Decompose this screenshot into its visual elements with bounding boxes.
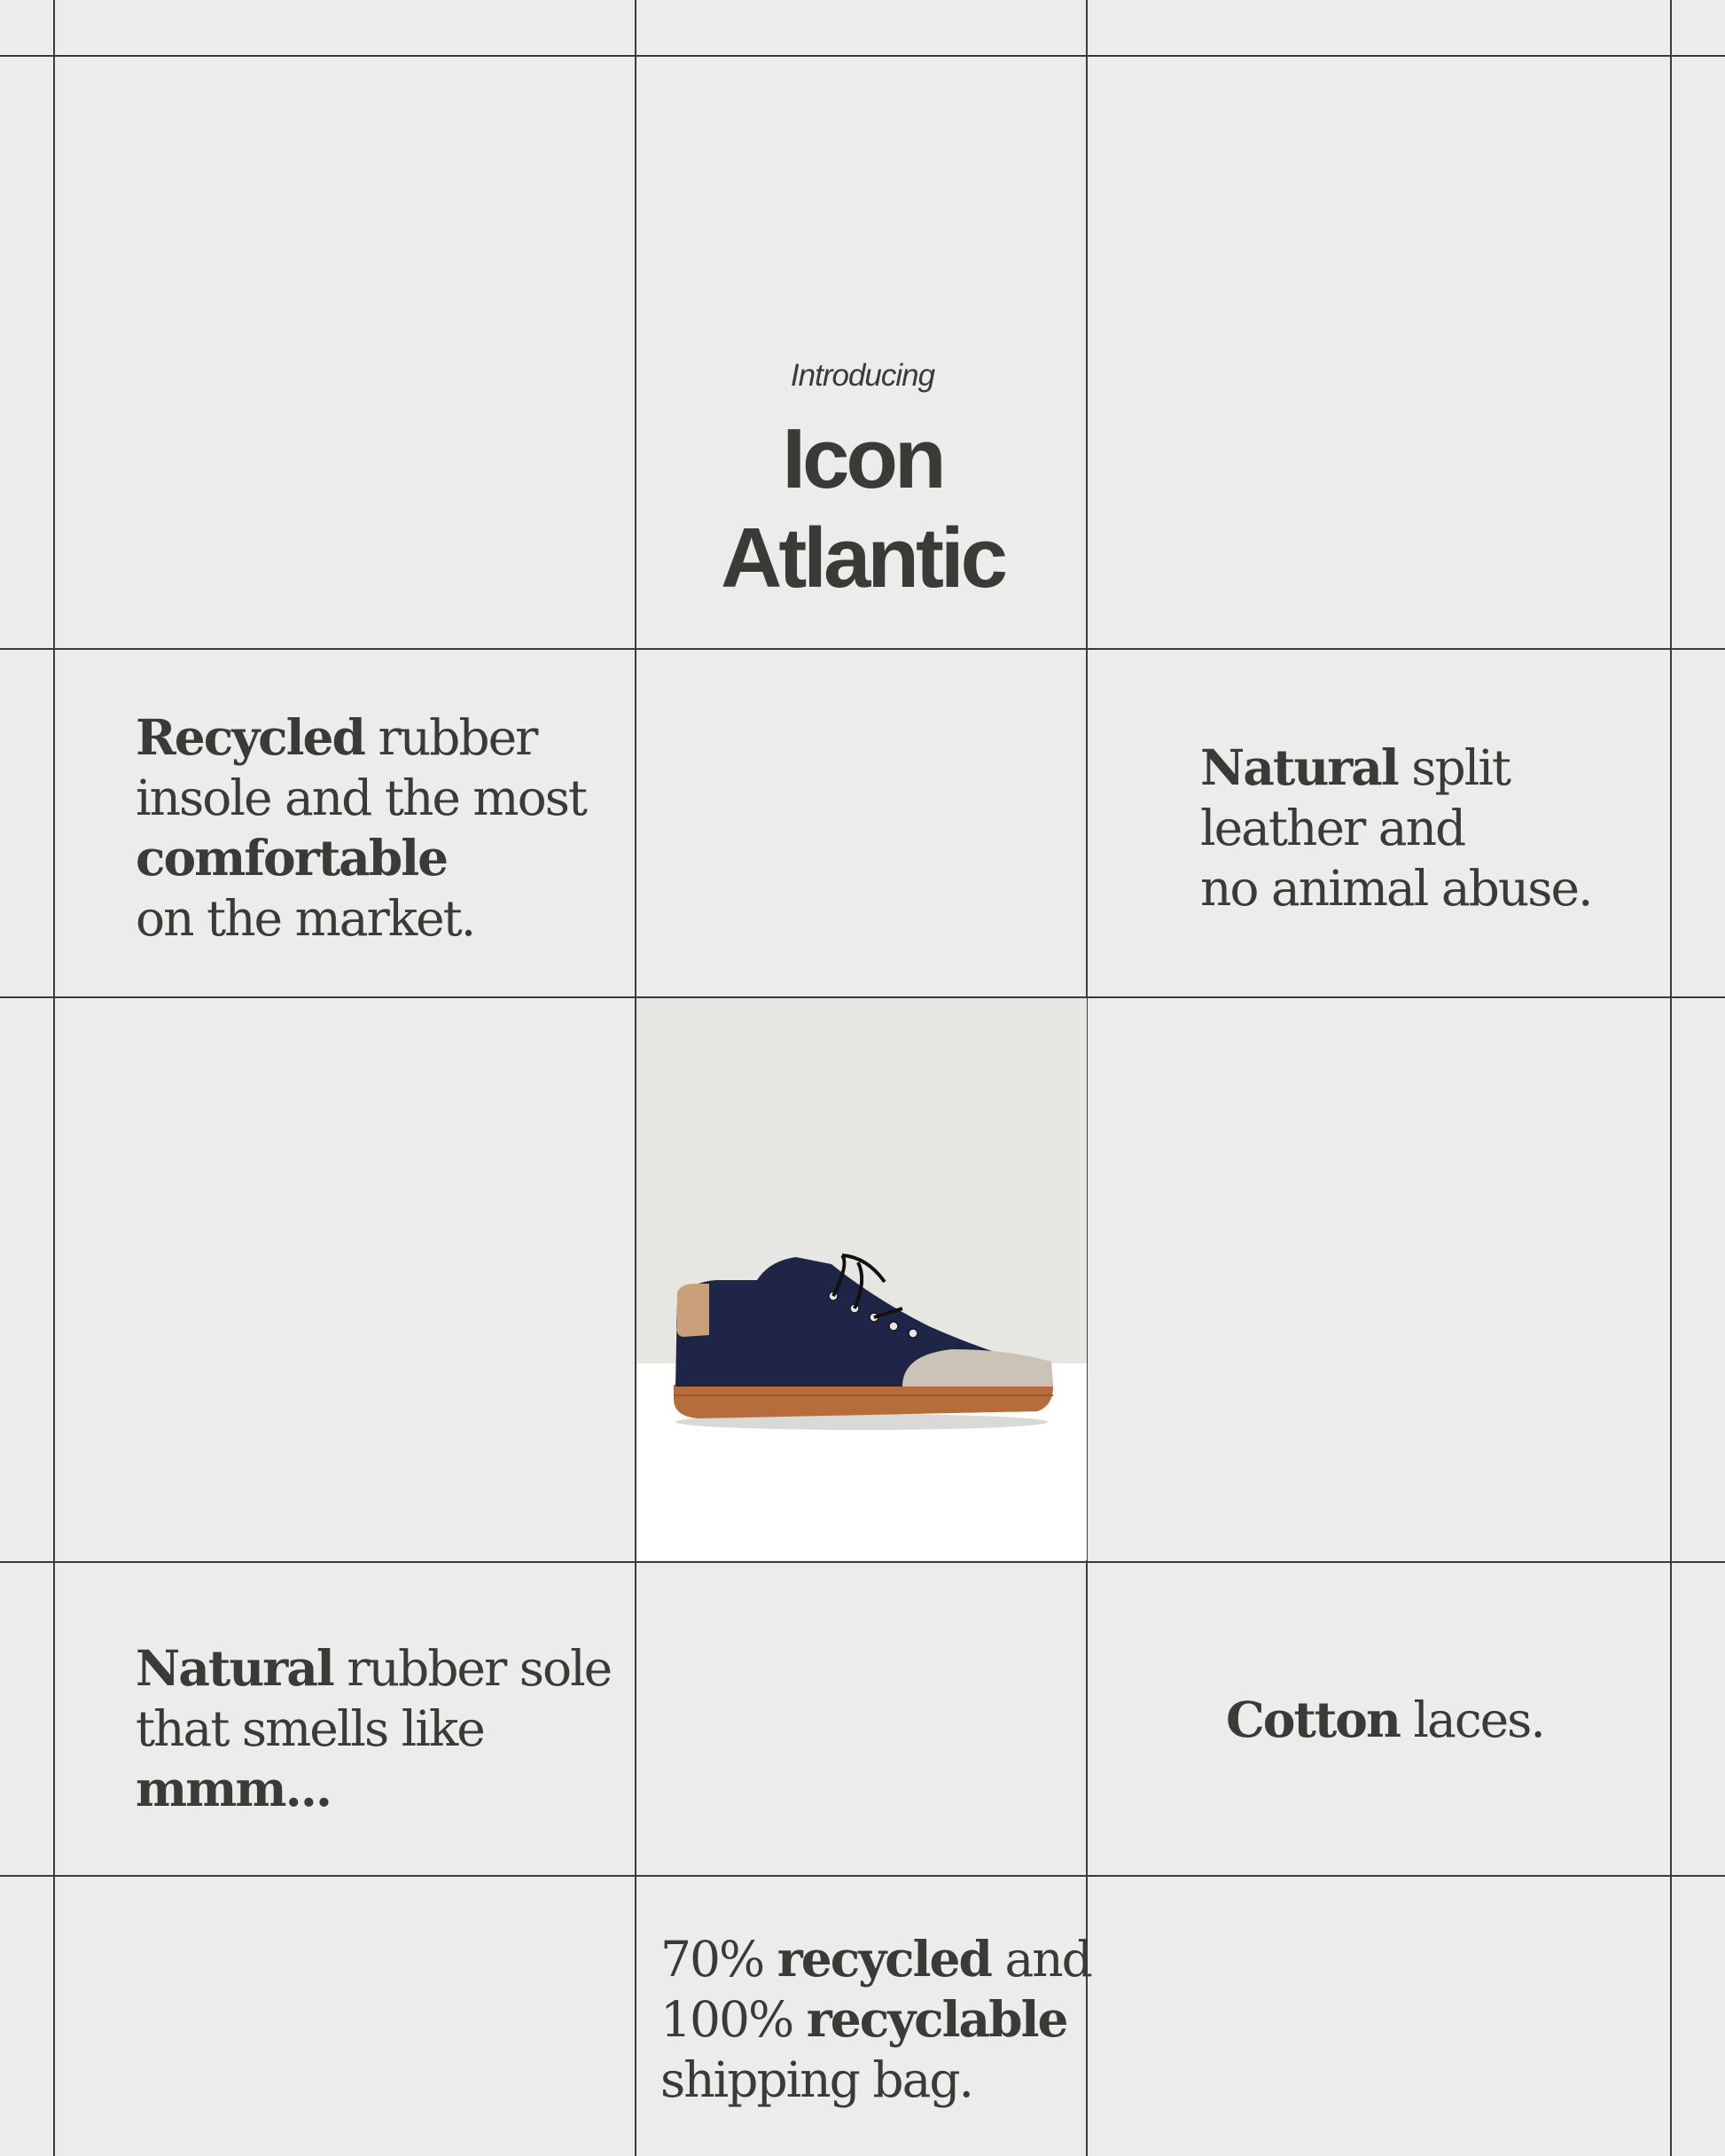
- feature-sole-bold: Natural: [136, 1639, 333, 1697]
- grid-line: [0, 55, 1725, 57]
- feature-leather: Natural split leather and no animal abuse.: [1200, 738, 1592, 917]
- grid-line: [0, 1561, 1725, 1563]
- feature-laces-bold: Cotton: [1226, 1691, 1400, 1748]
- product-title: [636, 410, 1089, 608]
- grid-line: [53, 0, 55, 2156]
- feature-sole: Natural rubber sole that smells like mmm...: [136, 1639, 612, 1817]
- sneaker-illustration: [636, 998, 1087, 1560]
- product-image: [636, 998, 1087, 1560]
- grid-line: [1670, 0, 1672, 2156]
- grid-line: [0, 648, 1725, 650]
- feature-bag: 70% recycled and 100% recyclable shipping bag.: [660, 1930, 1091, 2108]
- grid-line: [0, 1875, 1725, 1877]
- feature-laces: Cotton laces.: [1226, 1691, 1544, 1748]
- hero-kicker: Introducing: [790, 358, 935, 393]
- title-line-1: Icon: [782, 411, 943, 506]
- feature-leather-bold: Natural: [1200, 738, 1398, 796]
- title-line-2: Atlantic: [720, 511, 1005, 605]
- feature-insole-bold: Recycled: [136, 708, 364, 766]
- feature-insole: Recycled rubber insole and the most comfortable on the market.: [136, 708, 587, 947]
